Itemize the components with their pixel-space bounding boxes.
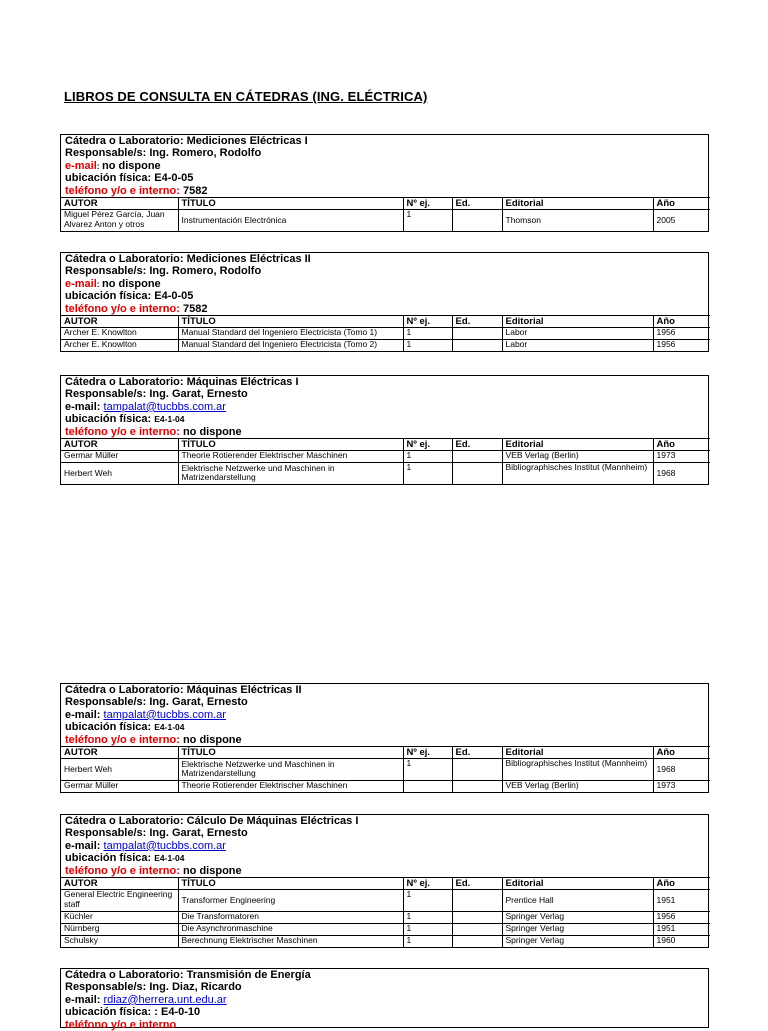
year-cell: 1956 <box>653 911 710 923</box>
title-cell: Berechnung Elektrischer Maschinen <box>178 935 403 947</box>
responsable-label: Responsable/s: <box>65 827 150 840</box>
column-header: Ed. <box>452 197 502 209</box>
responsable-label: Responsable/s: <box>65 147 150 160</box>
telefono-line <box>65 1019 708 1031</box>
year-cell: 1973 <box>653 780 710 792</box>
email-value: no dispone <box>102 159 161 172</box>
column-header: Año <box>653 746 710 758</box>
column-header: Año <box>653 877 710 889</box>
responsable-line <box>65 265 708 277</box>
catedra-block <box>60 683 709 793</box>
edition-cell <box>452 758 502 780</box>
author-cell: Nürnberg <box>61 923 178 935</box>
catedra-line <box>65 684 708 696</box>
column-header: TÍTULO <box>178 438 403 450</box>
edition-cell <box>452 911 502 923</box>
table-row <box>61 911 710 923</box>
catedra-name: Máquinas Eléctricas II <box>186 684 302 696</box>
table-row <box>61 339 710 351</box>
edition-cell <box>452 923 502 935</box>
responsable-name: Ing. Romero, Rodolfo <box>149 147 262 160</box>
document-title: LIBROS DE CONSULTA EN CÁTEDRAS (ING. ELÉCTRICA) <box>64 89 428 104</box>
publisher-cell: Labor <box>502 339 653 351</box>
responsable-line <box>65 981 708 993</box>
year-cell: 1956 <box>653 327 710 339</box>
column-header: Año <box>653 315 710 327</box>
ubicacion-label: ubicación física: <box>65 413 155 426</box>
email-link[interactable]: tampalat@tucbbs.com.ar <box>103 400 226 413</box>
catedra-name: Mediciones Eléctricas II <box>186 253 311 265</box>
catedra-label: Cátedra o Laboratorio: <box>65 376 187 388</box>
copies-cell <box>403 780 452 792</box>
copies-cell: 1 <box>403 911 452 923</box>
column-header: Nº ej. <box>403 746 452 758</box>
responsable-name: Ing. Diaz, Ricardo <box>149 981 242 994</box>
telefono-label: teléfono y/o e interno: <box>65 425 180 438</box>
email-label: e-mail: <box>65 993 104 1006</box>
year-cell: 1968 <box>653 758 710 780</box>
publisher-cell: Labor <box>502 327 653 339</box>
table-row <box>61 209 710 231</box>
edition-cell <box>452 889 502 911</box>
year-cell: 2005 <box>653 209 710 231</box>
title-cell: Theorie Rotierender Elektrischer Maschinen <box>178 450 403 462</box>
table-header-row <box>61 315 710 327</box>
telefono-label: teléfono y/o e interno: <box>65 184 180 197</box>
email-label: e-mail <box>65 277 97 290</box>
ubicacion-line <box>65 290 708 302</box>
edition-cell <box>452 209 502 231</box>
books-table <box>61 877 710 947</box>
ubicacion-line <box>65 1006 708 1018</box>
ubicacion-value: E4-1-04 <box>154 414 185 425</box>
email-line <box>65 278 708 290</box>
responsable-label: Responsable/s: <box>65 265 150 278</box>
author-cell: Herbert Weh <box>61 462 178 484</box>
author-cell: Schulsky <box>61 935 178 947</box>
ubicacion-line <box>65 413 708 425</box>
copies-cell: 1 <box>403 209 452 231</box>
ubicacion-label: ubicación física: <box>65 1006 155 1019</box>
copies-cell: 1 <box>403 935 452 947</box>
author-cell: Miguel Pérez García, Juan Alvarez Anton y otros <box>61 209 178 231</box>
column-header: Nº ej. <box>403 315 452 327</box>
catedra-label: Cátedra o Laboratorio: <box>65 253 187 265</box>
telefono-line <box>65 734 708 746</box>
email-label: e-mail: <box>65 400 104 413</box>
telefono-label: teléfono y/o e interno <box>65 1018 177 1031</box>
column-header: Año <box>653 197 710 209</box>
table-header-row <box>61 197 710 209</box>
publisher-cell: VEB Verlag (Berlin) <box>502 450 653 462</box>
author-cell: General Electric Engineering staff <box>61 889 178 911</box>
year-cell: 1960 <box>653 935 710 947</box>
telefono-value: 7582 <box>179 184 208 197</box>
publisher-cell: Springer Verlag <box>502 923 653 935</box>
catedra-block <box>60 252 709 352</box>
responsable-line <box>65 827 708 839</box>
column-header: Ed. <box>452 315 502 327</box>
year-cell: 1956 <box>653 339 710 351</box>
email-label: e-mail: <box>65 839 104 852</box>
ubicacion-value: E4-0-10 <box>160 1006 201 1019</box>
catedra-name: Transmisión de Energía <box>186 969 311 981</box>
column-header: TÍTULO <box>178 197 403 209</box>
publisher-cell: Springer Verlag <box>502 935 653 947</box>
catedra-label: Cátedra o Laboratorio: <box>65 969 187 981</box>
edition-cell <box>452 327 502 339</box>
title-cell: Die Asynchronmaschine <box>178 923 403 935</box>
author-cell: Herbert Weh <box>61 758 178 780</box>
publisher-cell: Bibliographisches Institut (Mannheim) <box>502 758 653 780</box>
author-cell: Archer E. Knowlton <box>61 327 178 339</box>
catedra-header <box>61 253 708 315</box>
edition-cell <box>452 339 502 351</box>
telefono-label: teléfono y/o e interno: <box>65 302 180 315</box>
title-cell: Elektrische Netzwerke und Maschinen in Matrizendarstellung <box>178 758 403 780</box>
ubicacion-value: E4-1-04 <box>154 722 185 733</box>
catedra-block <box>60 375 709 485</box>
catedra-line <box>65 253 708 265</box>
ubicacion-value: E4-0-05 <box>154 290 194 303</box>
author-cell: Germar Müller <box>61 450 178 462</box>
catedra-label: Cátedra o Laboratorio: <box>65 135 187 147</box>
responsable-line <box>65 147 708 159</box>
edition-cell <box>452 780 502 792</box>
ubicacion-line <box>65 852 708 864</box>
responsable-name: Ing. Garat, Ernesto <box>149 827 248 840</box>
catedra-label: Cátedra o Laboratorio: <box>65 684 187 696</box>
author-cell: Germar Müller <box>61 780 178 792</box>
catedra-block <box>60 134 709 232</box>
title-cell: Elektrische Netzwerke und Maschinen in Matrizendarstellung <box>178 462 403 484</box>
ubicacion-sep: : <box>154 1006 161 1019</box>
responsable-line <box>65 696 708 708</box>
column-header: Editorial <box>502 438 653 450</box>
responsable-label: Responsable/s: <box>65 981 150 994</box>
publisher-cell: Prentice Hall <box>502 889 653 911</box>
author-cell: Archer E. Knowlton <box>61 339 178 351</box>
column-header: Ed. <box>452 746 502 758</box>
column-header: Año <box>653 438 710 450</box>
copies-cell: 1 <box>403 758 452 780</box>
title-cell: Manual Standard del Ingeniero Electricista (Tomo 2) <box>178 339 403 351</box>
column-header: Ed. <box>452 438 502 450</box>
catedra-header <box>61 684 708 746</box>
column-header: TÍTULO <box>178 746 403 758</box>
email-label: e-mail <box>65 159 97 172</box>
books-table <box>61 746 710 792</box>
responsable-name: Ing. Garat, Ernesto <box>149 388 248 401</box>
year-cell: 1973 <box>653 450 710 462</box>
copies-cell: 1 <box>403 462 452 484</box>
telefono-line <box>65 426 708 438</box>
telefono-line <box>65 865 708 877</box>
email-value: no dispone <box>102 277 161 290</box>
email-line <box>65 160 708 172</box>
ubicacion-label: ubicación física: <box>65 721 155 734</box>
responsable-line <box>65 388 708 400</box>
email-line <box>65 994 708 1006</box>
catedra-header <box>61 135 708 197</box>
telefono-value: 7582 <box>179 302 208 315</box>
copies-cell: 1 <box>403 923 452 935</box>
copies-cell: 1 <box>403 339 452 351</box>
email-line <box>65 709 708 721</box>
catedra-name: Cálculo De Máquinas Eléctricas I <box>186 815 359 827</box>
ubicacion-line <box>65 721 708 733</box>
column-header: Editorial <box>502 315 653 327</box>
title-cell: Die Transformatoren <box>178 911 403 923</box>
catedra-line <box>65 815 708 827</box>
catedra-block <box>60 968 709 1031</box>
email-colon: : <box>96 278 102 289</box>
table-header-row <box>61 746 710 758</box>
column-header: AUTOR <box>61 438 178 450</box>
edition-cell <box>452 450 502 462</box>
column-header: AUTOR <box>61 315 178 327</box>
column-header: AUTOR <box>61 877 178 889</box>
column-header: Ed. <box>452 877 502 889</box>
table-row <box>61 935 710 947</box>
table-row <box>61 780 710 792</box>
table-row <box>61 923 710 935</box>
responsable-name: Ing. Romero, Rodolfo <box>149 265 262 278</box>
year-cell: 1968 <box>653 462 710 484</box>
catedra-line <box>65 135 708 147</box>
responsable-label: Responsable/s: <box>65 388 150 401</box>
table-row <box>61 327 710 339</box>
books-table <box>61 438 710 484</box>
table-row <box>61 758 710 780</box>
ubicacion-line <box>65 172 708 184</box>
column-header: Editorial <box>502 877 653 889</box>
catedra-block <box>60 814 709 948</box>
year-cell: 1951 <box>653 923 710 935</box>
table-row <box>61 450 710 462</box>
email-link[interactable]: rdiaz@herrera.unt.edu.ar <box>103 993 227 1006</box>
publisher-cell: Springer Verlag <box>502 911 653 923</box>
column-header: Editorial <box>502 197 653 209</box>
books-table <box>61 197 710 231</box>
catedra-line <box>65 969 708 981</box>
column-header: TÍTULO <box>178 315 403 327</box>
telefono-value: no dispone <box>179 425 242 438</box>
publisher-cell: Thomson <box>502 209 653 231</box>
ubicacion-label: ubicación física: <box>65 852 155 865</box>
catedra-header <box>61 815 708 877</box>
edition-cell <box>452 462 502 484</box>
email-link[interactable]: tampalat@tucbbs.com.ar <box>103 708 226 721</box>
ubicacion-value: E4-1-04 <box>154 853 185 864</box>
responsable-name: Ing. Garat, Ernesto <box>149 696 248 709</box>
catedra-header <box>61 376 708 438</box>
column-header: AUTOR <box>61 197 178 209</box>
catedra-header <box>61 969 708 1031</box>
telefono-value: no dispone <box>179 733 242 746</box>
responsable-label: Responsable/s: <box>65 696 150 709</box>
copies-cell: 1 <box>403 450 452 462</box>
title-cell: Instrumentación Electrónica <box>178 209 403 231</box>
column-header: Nº ej. <box>403 438 452 450</box>
ubicacion-label: ubicación física: <box>65 172 155 185</box>
ubicacion-label: ubicación física: <box>65 290 155 303</box>
email-line <box>65 401 708 413</box>
year-cell: 1951 <box>653 889 710 911</box>
title-cell: Manual Standard del Ingeniero Electricista (Tomo 1) <box>178 327 403 339</box>
table-row <box>61 462 710 484</box>
telefono-label: teléfono y/o e interno: <box>65 864 180 877</box>
title-cell: Transformer Engineering <box>178 889 403 911</box>
catedra-name: Máquinas Eléctricas I <box>186 376 299 388</box>
table-header-row <box>61 438 710 450</box>
telefono-line <box>65 185 708 197</box>
column-header: TÍTULO <box>178 877 403 889</box>
table-row <box>61 889 710 911</box>
email-label: e-mail: <box>65 708 104 721</box>
publisher-cell: VEB Verlag (Berlin) <box>502 780 653 792</box>
catedra-line <box>65 376 708 388</box>
table-header-row <box>61 877 710 889</box>
telefono-line <box>65 303 708 315</box>
telefono-label: teléfono y/o e interno: <box>65 733 180 746</box>
publisher-cell: Bibliographisches Institut (Mannheim) <box>502 462 653 484</box>
email-colon: : <box>96 160 102 171</box>
edition-cell <box>452 935 502 947</box>
catedra-label: Cátedra o Laboratorio: <box>65 815 187 827</box>
telefono-value: no dispone <box>179 864 242 877</box>
ubicacion-value: E4-0-05 <box>154 172 194 185</box>
copies-cell: 1 <box>403 889 452 911</box>
books-table <box>61 315 710 351</box>
copies-cell: 1 <box>403 327 452 339</box>
email-line <box>65 840 708 852</box>
author-cell: Küchler <box>61 911 178 923</box>
email-link[interactable]: tampalat@tucbbs.com.ar <box>103 839 226 852</box>
catedra-name: Mediciones Eléctricas I <box>186 135 308 147</box>
title-cell: Theorie Rotierender Elektrischer Maschinen <box>178 780 403 792</box>
column-header: Editorial <box>502 746 653 758</box>
column-header: Nº ej. <box>403 877 452 889</box>
column-header: Nº ej. <box>403 197 452 209</box>
column-header: AUTOR <box>61 746 178 758</box>
